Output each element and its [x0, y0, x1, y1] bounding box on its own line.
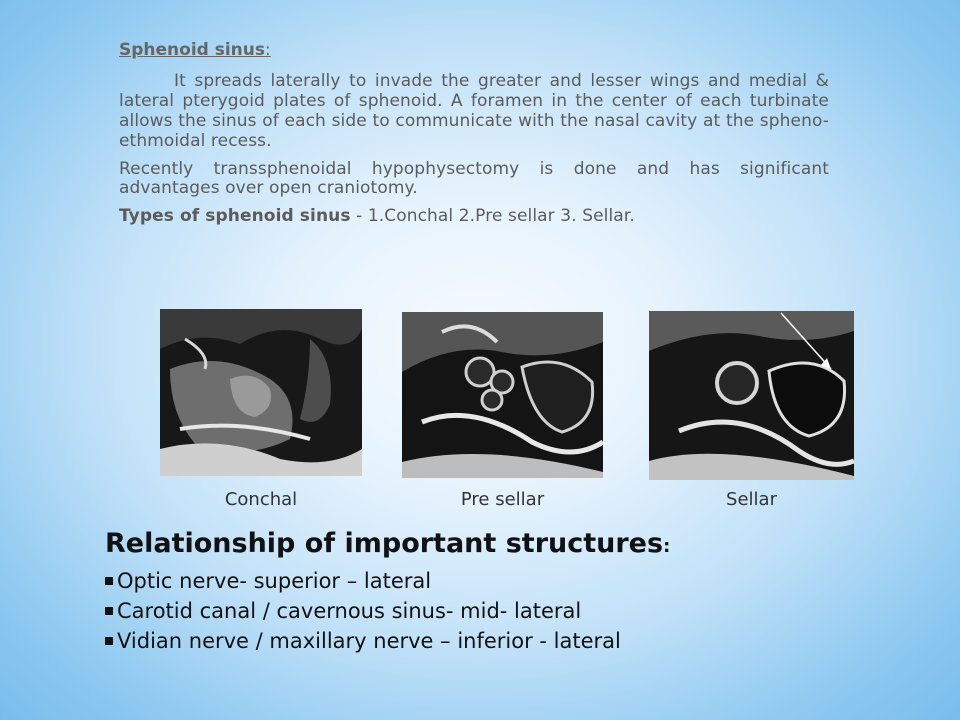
sphenoid-text-block: [119, 40, 829, 235]
bullet-square-icon: [105, 577, 113, 585]
paragraph-types: [119, 207, 829, 227]
bullet-square-icon: [105, 637, 113, 645]
paragraph-spread: It spreads laterally to invade the greater and lesser wings and medial & lateral pterygoid plates of sphenoid. A foramen in the center of each turbinate allows the sinus of each side to communicate with the nasal cavity at the spheno-ethmoidal recess.: [119, 71, 829, 151]
relationship-title: Relationship of important structures:: [105, 528, 671, 559]
paragraph-hypophysectomy: Recently transsphenoidal hypophysectomy is done and has significant advantages over open craniotomy.: [119, 158, 829, 199]
caption-conchal: Conchal: [224, 489, 298, 510]
sellar-ct-image: [649, 311, 854, 480]
list-item: Carotid canal / cavernous sinus- mid- lateral: [105, 596, 621, 626]
bullet-square-icon: [105, 607, 113, 615]
types-list: - 1.Conchal 2.Pre sellar 3. Sellar.: [350, 206, 635, 227]
pre-sellar-ct-image: [402, 312, 603, 478]
section-heading: Sphenoid sinus:: [119, 40, 271, 60]
types-label: Types of sphenoid sinus: [119, 206, 351, 227]
list-item: Vidian nerve / maxillary nerve – inferior - lateral: [105, 626, 621, 656]
list-item: Optic nerve- superior – lateral: [105, 566, 621, 596]
caption-pre-sellar: Pre sellar: [460, 489, 545, 510]
caption-sellar: Sellar: [726, 489, 777, 510]
conchal-ct-image: [160, 309, 362, 476]
relationship-list: [105, 566, 621, 656]
